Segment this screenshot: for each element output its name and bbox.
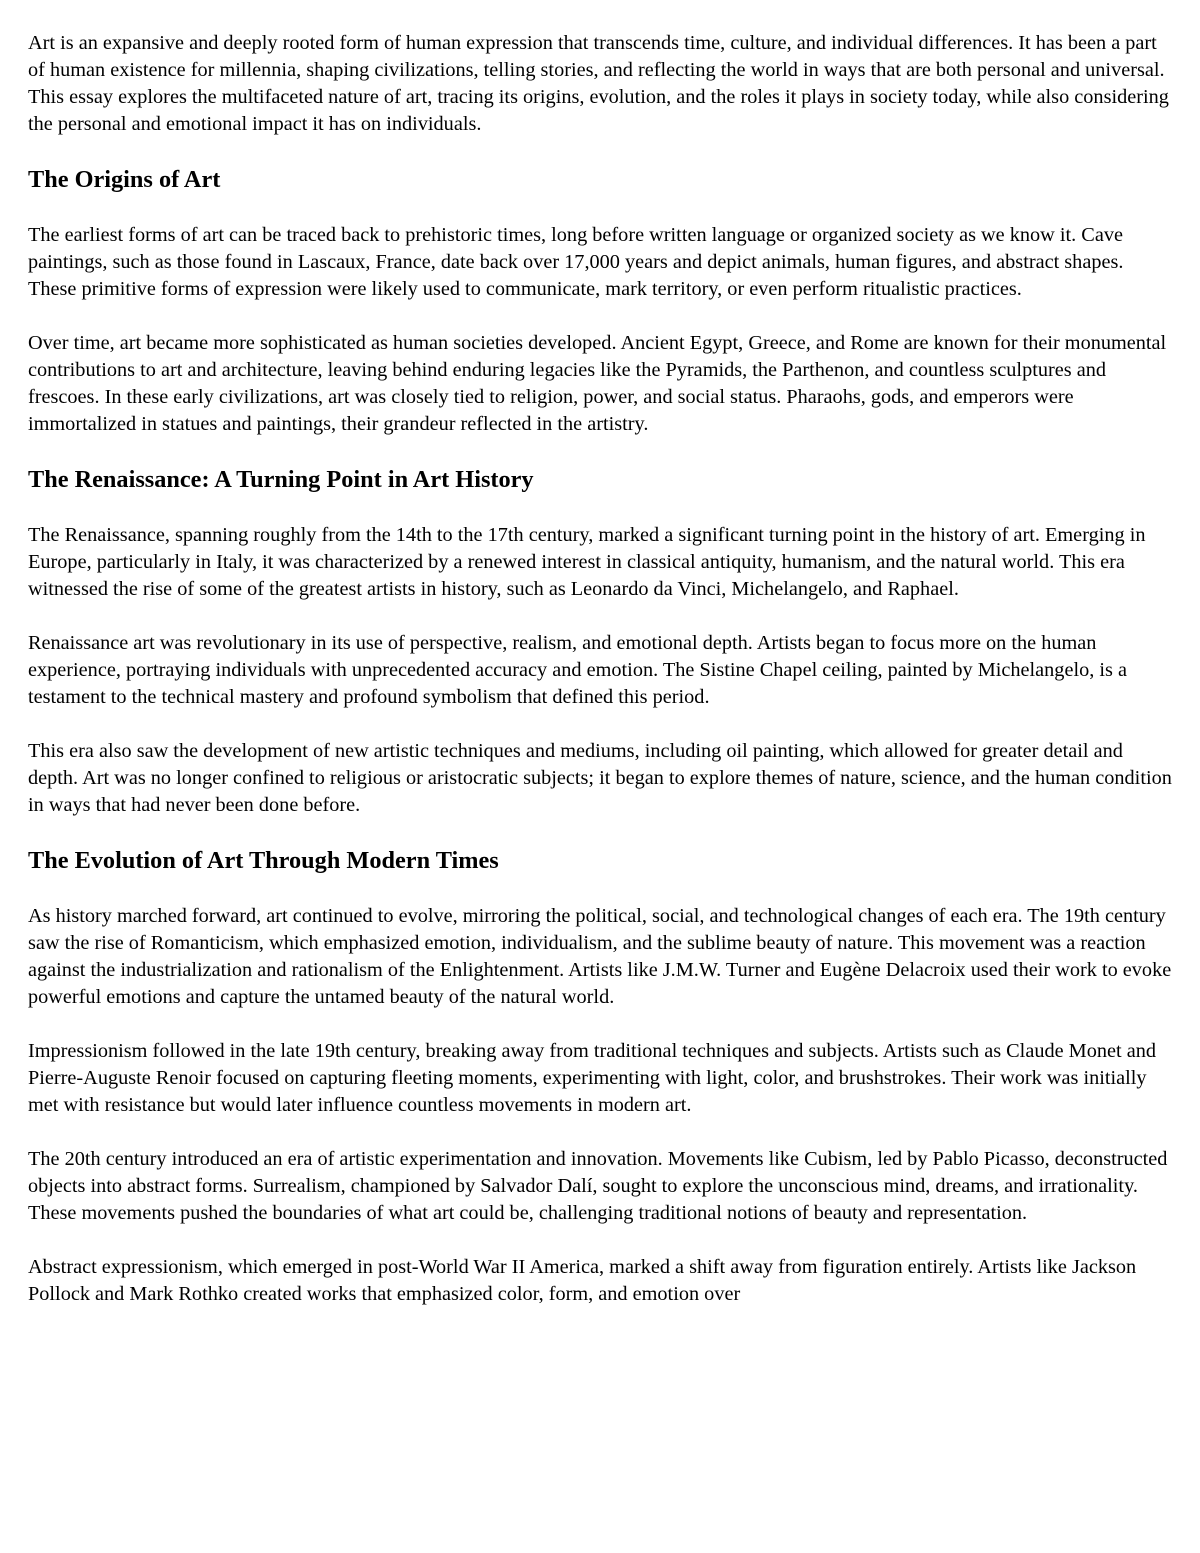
intro-paragraph: Art is an expansive and deeply rooted form of human expression that transcends time, culture, and individual differences. It has been a part of human existence for millennia, shaping civilizations, telling stories, and reflecting the world in ways that are both personal and universal. This essay explores the multifaceted nature of art, tracing its origins, evolution, and the roles it plays in society today, while also considering the personal and emotional impact it has on individuals. <box>28 32 1169 135</box>
paragraph: Impressionism followed in the late 19th century, breaking away from traditional techniques and subjects. Artists such as Claude Monet and Pierre-Auguste Renoir focused on capturing fleeting moments, experimenting with light, color, and brushstrokes. Their work was initially met with resistance but would later influence countless movements in modern art. <box>28 1040 1156 1116</box>
paragraph: This era also saw the development of new artistic techniques and mediums, including oil painting, which allowed for greater detail and depth. Art was no longer confined to religious or aristocratic subjects; it began to explore themes of nature, science, and the human condition in ways that had never been done before. <box>28 740 1172 816</box>
paragraph: The earliest forms of art can be traced back to prehistoric times, long before written language or organized society as we know it. Cave paintings, such as those found in Lascaux, France, date back over 17,000 years and depict animals, human figures, and abstract shapes. These primitive forms of expression were likely used to communicate, mark territory, or even perform ritualistic practices. <box>28 224 1124 300</box>
paragraph: The Renaissance, spanning roughly from the 14th to the 17th century, marked a significant turning point in the history of art. Emerging in Europe, particularly in Italy, it was characterized by a renewed interest in classical antiquity, humanism, and the natural world. This era witnessed the rise of some of the greatest artists in history, such as Leonardo da Vinci, Michelangelo, and Raphael. <box>28 524 1146 600</box>
paragraph: Abstract expressionism, which emerged in post-World War II America, marked a shift away from figuration entirely. Artists like Jackson Pollock and Mark Rothko created works that emphasized color, form, and emotion over <box>28 1256 1137 1305</box>
section-heading-origins: The Origins of Art <box>28 166 221 193</box>
paragraph: The 20th century introduced an era of artistic experimentation and innovation. Movements like Cubism, led by Pablo Picasso, deconstructed objects into abstract forms. Surrealism, championed by Salvador Dalí, sought to explore the unconscious mind, dreams, and irrationality. These movements pushed the boundaries of what art could be, challenging traditional notions of beauty and representation. <box>28 1148 1168 1224</box>
paragraph: Renaissance art was revolutionary in its use of perspective, realism, and emotional depth. Artists began to focus more on the human experience, portraying individuals with unprecedented accuracy and emotion. The Sistine Chapel ceiling, painted by Michelangelo, is a testament to the technical mastery and profound symbolism that defined this period. <box>28 632 1127 708</box>
section-heading-modern-times: The Evolution of Art Through Modern Times <box>28 847 499 874</box>
paragraph: Over time, art became more sophisticated as human societies developed. Ancient Egypt, Greece, and Rome are known for their monumental contributions to art and architecture, leaving behind enduring legacies like the Pyramids, the Parthenon, and countless sculptures and frescoes. In these early civilizations, art was closely tied to religion, power, and social status. Pharaohs, gods, and emperors were immortalized in statues and paintings, their grandeur reflected in the artistry. <box>28 332 1167 435</box>
section-heading-renaissance: The Renaissance: A Turning Point in Art History <box>28 466 534 493</box>
paragraph: As history marched forward, art continued to evolve, mirroring the political, social, and technological changes of each era. The 19th century saw the rise of Romanticism, which emphasized emotion, individualism, and the sublime beauty of nature. This movement was a reaction against the industrialization and rationalism of the Enlightenment. Artists like J.M.W. Turner and Eugène Delacroix used their work to evoke powerful emotions and capture the untamed beauty of the natural world. <box>28 905 1172 1008</box>
